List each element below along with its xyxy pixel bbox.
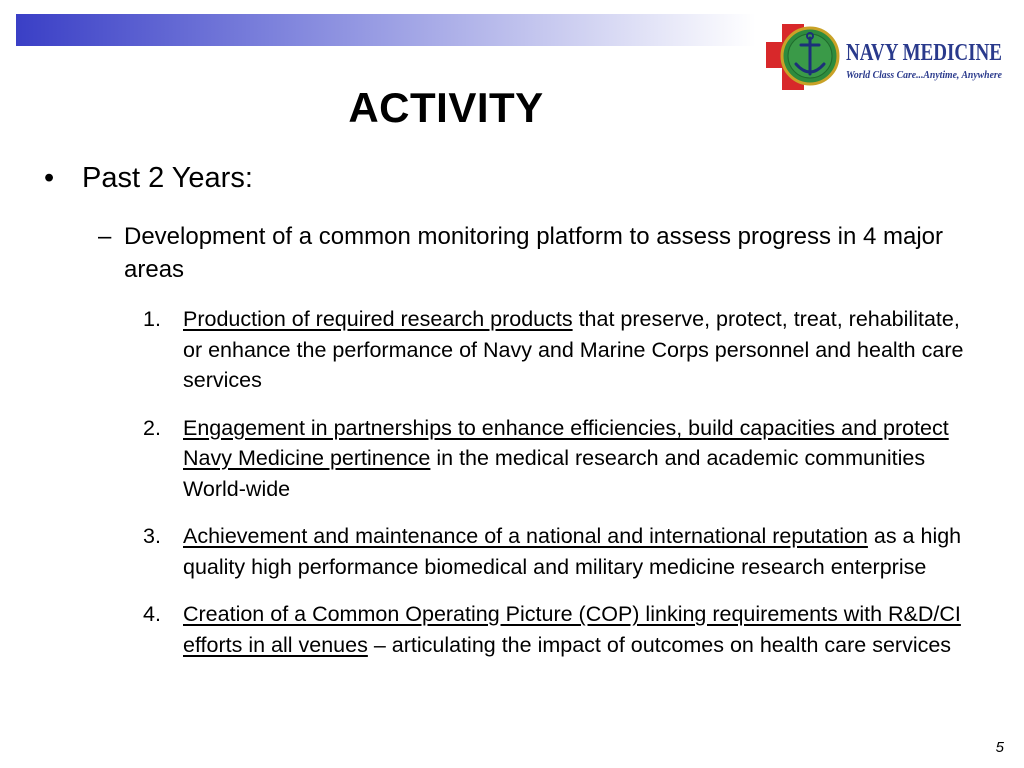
list-item bbox=[143, 521, 973, 582]
item-text: that preserve, protect, treat, rehabilitate, or enhance the performance of Navy and Marine Corps personnel and health care services bbox=[183, 307, 964, 392]
sub-bullet-text: Development of a common monitoring platform to assess progress in 4 major areas bbox=[124, 223, 944, 283]
list-item bbox=[143, 599, 973, 660]
numbered-list bbox=[143, 304, 973, 677]
item-number: 4. bbox=[143, 602, 161, 626]
item-number: 2. bbox=[143, 415, 161, 440]
navy-medicine-emblem bbox=[766, 18, 1006, 94]
item-text: as a high quality high performance biomedical and military medicine research enterprise bbox=[183, 524, 962, 579]
bullet-dot: • bbox=[44, 162, 55, 194]
item-underlined-text: Engagement in partnerships to enhance efficiencies, build capacities and protect Navy Medicine pertinence bbox=[183, 415, 949, 470]
item-number: 1. bbox=[143, 307, 161, 331]
item-underlined-text: Achievement and maintenance of a national and international reputation bbox=[183, 524, 868, 548]
slide-title: ACTIVITY bbox=[348, 84, 544, 131]
list-item bbox=[143, 413, 973, 505]
logo-tagline: World Class Care...Anytime, Anywhere bbox=[846, 69, 1003, 81]
bullet-text: Past 2 Years: bbox=[82, 162, 253, 194]
item-underlined-text: Production of required research products bbox=[183, 307, 573, 331]
item-underlined-text: Creation of a Common Operating Picture (COP) linking requirements with R&D/CI efforts in all venues bbox=[183, 602, 961, 657]
item-text: – articulating the impact of outcomes on health care services bbox=[367, 632, 952, 657]
item-text: in the medical research and academic communities World-wide bbox=[183, 446, 926, 501]
logo-name: NAVY MEDICINE bbox=[846, 40, 1002, 66]
navy-medicine-logo bbox=[766, 18, 1006, 94]
item-number: 3. bbox=[143, 524, 161, 548]
list-item bbox=[143, 304, 973, 396]
page-number: 5 bbox=[995, 739, 1004, 756]
dash-marker: – bbox=[98, 223, 112, 250]
header-gradient-bar bbox=[16, 14, 756, 46]
